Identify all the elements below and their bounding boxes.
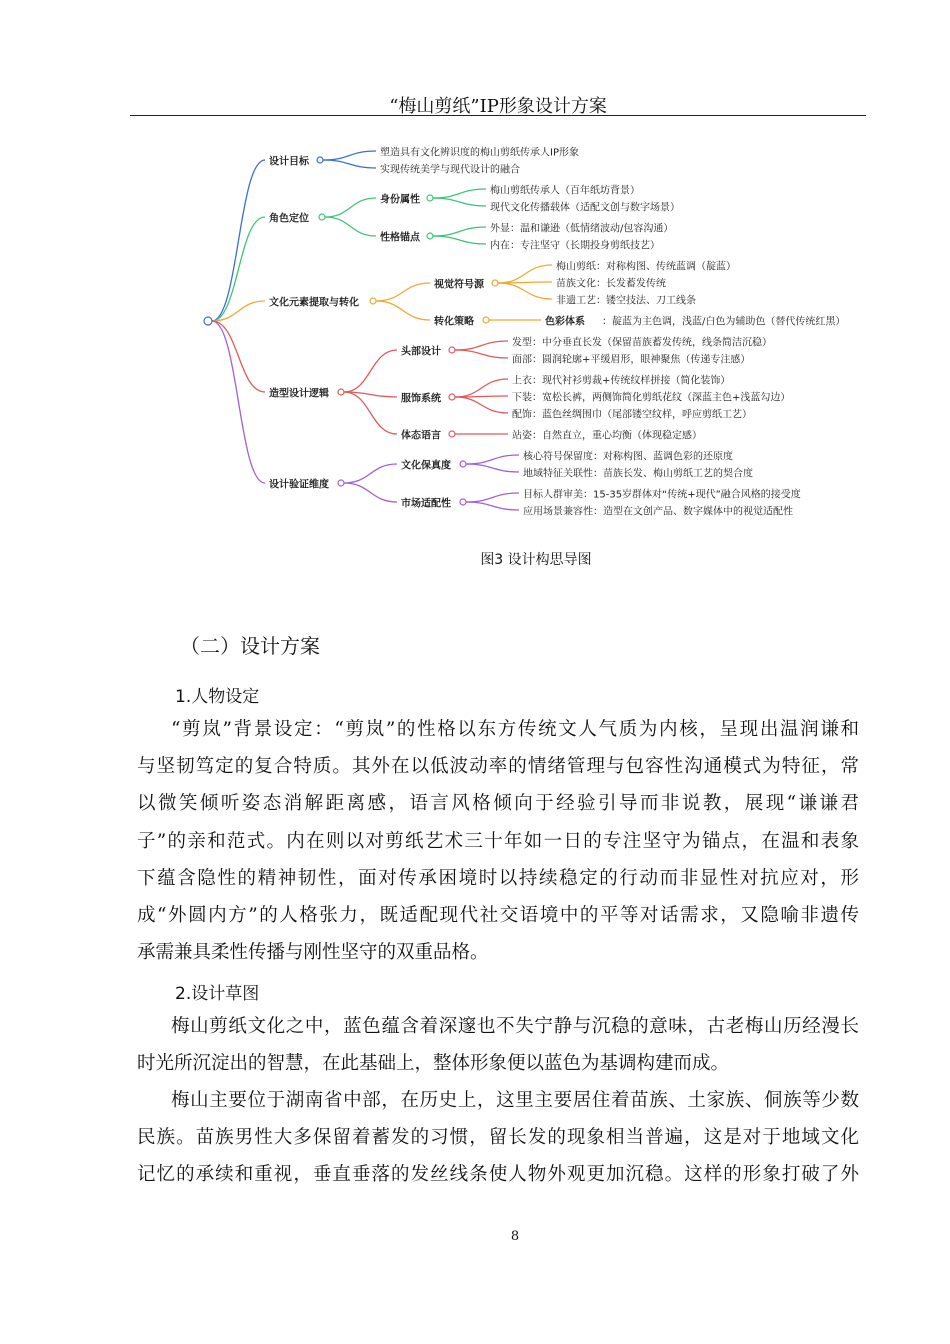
connector bbox=[344, 350, 397, 392]
text-line: 子”的亲和范式。内在则以对剪纸艺术三十年如一日的专注坚守为锚点，在温和表象 bbox=[137, 830, 859, 852]
leaf-label: 非遗工艺：镂空技法、刀工线条 bbox=[556, 295, 696, 307]
leaf-label: 发型：中分垂直长发（保留苗族蓄发传统，线条简洁沉稳） bbox=[512, 337, 772, 349]
connector bbox=[466, 502, 519, 510]
leaf-label: 应用场景兼容性：造型在文创产品、数字媒体中的视觉适配性 bbox=[523, 506, 793, 518]
connector bbox=[344, 464, 397, 483]
paragraph-character bbox=[137, 711, 859, 971]
mind-map-connectors bbox=[0, 0, 950, 600]
connector bbox=[212, 217, 265, 321]
connector bbox=[466, 455, 519, 464]
connector bbox=[455, 379, 508, 397]
connector bbox=[212, 160, 265, 321]
running-header: “梅山剪纸”IP形象设计方案 bbox=[389, 96, 607, 117]
page-number: 8 bbox=[510, 1229, 520, 1244]
leaf-label: 核心符号保留度：对称构图、蓝调色彩的还原度 bbox=[523, 451, 733, 463]
connector bbox=[344, 392, 397, 397]
node-dot bbox=[370, 298, 376, 304]
text-line: 梅山剪纸文化之中，蓝色蕴含着深邃也不失宁静与沉稳的意味，古老梅山历经漫长 bbox=[171, 1016, 859, 1037]
leaf-label: 站姿：自然直立，重心均衡（体现稳定感） bbox=[512, 430, 702, 442]
connector bbox=[433, 189, 486, 198]
leaf-label: 实现传统美学与现代设计的融合 bbox=[380, 164, 520, 176]
node-dot bbox=[427, 195, 433, 201]
connector bbox=[433, 227, 486, 236]
connector bbox=[455, 350, 508, 358]
leaf-label: 梅山剪纸传承人（百年纸坊背景） bbox=[490, 185, 640, 197]
connector bbox=[455, 341, 508, 350]
leaf-label: 内在：专注坚守（长期投身剪纸技艺） bbox=[490, 240, 660, 252]
leaf-label: 目标人群审美：15-35岁群体对“传统+现代”融合风格的接受度 bbox=[523, 489, 801, 501]
leaf-label: 面部：圆润轮廓+平缓眉形，眼神聚焦（传递专注感） bbox=[512, 354, 751, 366]
branch-label: 设计验证维度 bbox=[269, 479, 329, 491]
connector bbox=[376, 283, 430, 301]
section-heading: （二）设计方案 bbox=[180, 634, 320, 658]
leaf-label: 现代文化传播载体（适配文创与数字场景） bbox=[490, 202, 680, 214]
text-line: 记忆的承续和重视，垂直垂落的发丝线条使人物外观更加沉稳。这样的形象打破了外 bbox=[137, 1164, 859, 1186]
sub-branch-label: 性格锚点 bbox=[380, 232, 420, 244]
leaf-key: 色彩体系 bbox=[545, 316, 585, 328]
node-dot bbox=[449, 431, 455, 437]
text-line: 以微笑倾听姿态消解距离感，语言风格倾向于经验引导而非说教，展现“谦谦君 bbox=[137, 793, 859, 815]
connector bbox=[344, 483, 397, 502]
figure-caption: 图3 设计构思导图 bbox=[480, 552, 592, 568]
text-line: 成“外圆内方”的人格张力，既适配现代社交语境中的平等对话需求，又隐喻非遗传 bbox=[137, 904, 859, 926]
connector bbox=[466, 464, 519, 472]
connector bbox=[323, 151, 376, 160]
leaf-label: 外显：温和谦逊（低情绪波动/包容沟通） bbox=[490, 223, 674, 235]
connector bbox=[344, 392, 397, 434]
connector bbox=[466, 493, 519, 502]
sub-branch-label: 转化策略 bbox=[434, 316, 474, 328]
branch-label: 文化元素提取与转化 bbox=[269, 297, 359, 309]
node-dot bbox=[449, 347, 455, 353]
node-dot bbox=[449, 394, 455, 400]
node-dot bbox=[317, 157, 323, 163]
connector bbox=[498, 265, 552, 283]
branch-label: 造型设计逻辑 bbox=[269, 388, 329, 400]
paragraph-blue bbox=[137, 1008, 859, 1082]
connector bbox=[212, 321, 265, 483]
connector bbox=[325, 198, 376, 217]
connector bbox=[433, 236, 486, 244]
sub-branch-label: 市场适配性 bbox=[401, 498, 451, 510]
leaf-label: 塑造具有文化辨识度的梅山剪纸传承人IP形象 bbox=[380, 147, 579, 159]
node-dot bbox=[338, 389, 344, 395]
text-line: 梅山主要位于湖南省中部，在历史上，这里主要居住着苗族、土家族、侗族等少数 bbox=[171, 1090, 859, 1111]
branch-label: 角色定位 bbox=[269, 213, 309, 225]
connector bbox=[455, 397, 508, 413]
paragraph-meishan bbox=[137, 1082, 859, 1194]
text-line: 与坚韧笃定的复合特质。其外在以低波动率的情绪管理与包容性沟通模式为特征，常 bbox=[137, 756, 859, 778]
sub-branch-label: 体态语言 bbox=[401, 430, 441, 442]
leaf-label: 梅山剪纸：对称构图、传统蓝调（靛蓝） bbox=[556, 261, 736, 273]
sub-branch-label: 身份属性 bbox=[380, 194, 420, 206]
sub-branch-label: 文化保真度 bbox=[401, 460, 451, 472]
node-dot bbox=[427, 233, 433, 239]
leaf-label: 下装：宽松长裤，两侧饰简化剪纸花纹（深蓝主色+浅蓝勾边） bbox=[512, 392, 791, 404]
connector bbox=[433, 198, 486, 206]
text-line: 时光所沉淀出的智慧，在此基础上，整体形象便以蓝色为基调构建而成。 bbox=[137, 1053, 730, 1075]
node-dot bbox=[460, 461, 466, 467]
sub-branch-label: 头部设计 bbox=[401, 346, 441, 358]
subheading-character: 1.人物设定 bbox=[175, 687, 260, 707]
text-line: 下蕴含隐性的精神韧性，面对传承困境时以持续稳定的行动而非显性对抗应对，形 bbox=[137, 867, 859, 889]
leaf-label: ：靛蓝为主色调，浅蓝/白色为辅助色（替代传统红黑） bbox=[602, 316, 846, 328]
node-dot bbox=[460, 499, 466, 505]
leaf-label: 配饰：蓝色丝绸围巾（尾部镂空纹样，呼应剪纸工艺） bbox=[512, 409, 752, 421]
node-dot bbox=[204, 317, 212, 325]
sub-branch-label: 服饰系统 bbox=[401, 393, 441, 405]
leaf-label: 上衣：现代衬衫剪裁+传统纹样拼接（简化装饰） bbox=[512, 375, 731, 387]
leaf-label: 苗族文化：长发蓄发传统 bbox=[556, 278, 666, 290]
connector bbox=[376, 301, 430, 320]
connector bbox=[498, 283, 552, 299]
connector bbox=[323, 160, 376, 168]
node-dot bbox=[319, 214, 325, 220]
node-dot bbox=[483, 317, 489, 323]
leaf-label: 地域特征关联性：苗族长发、梅山剪纸工艺的契合度 bbox=[523, 468, 753, 480]
connector bbox=[325, 217, 376, 236]
connector bbox=[212, 321, 265, 392]
node-dot bbox=[492, 280, 498, 286]
node-dot bbox=[338, 480, 344, 486]
text-line: 承需兼具柔性传播与刚性坚守的双重品格。 bbox=[137, 942, 489, 964]
text-line: 民族。苗族男性大多保留着蓄发的习惯，留长发的现象相当普遍，这是对于地域文化 bbox=[137, 1127, 859, 1149]
branch-label: 设计目标 bbox=[269, 156, 309, 168]
text-line: “剪岚”背景设定：“剪岚”的性格以东方传统文人气质为内核，呈现出温润谦和 bbox=[171, 719, 859, 740]
sub-branch-label: 视觉符号源 bbox=[434, 279, 484, 291]
subheading-sketch: 2.设计草图 bbox=[175, 984, 260, 1004]
